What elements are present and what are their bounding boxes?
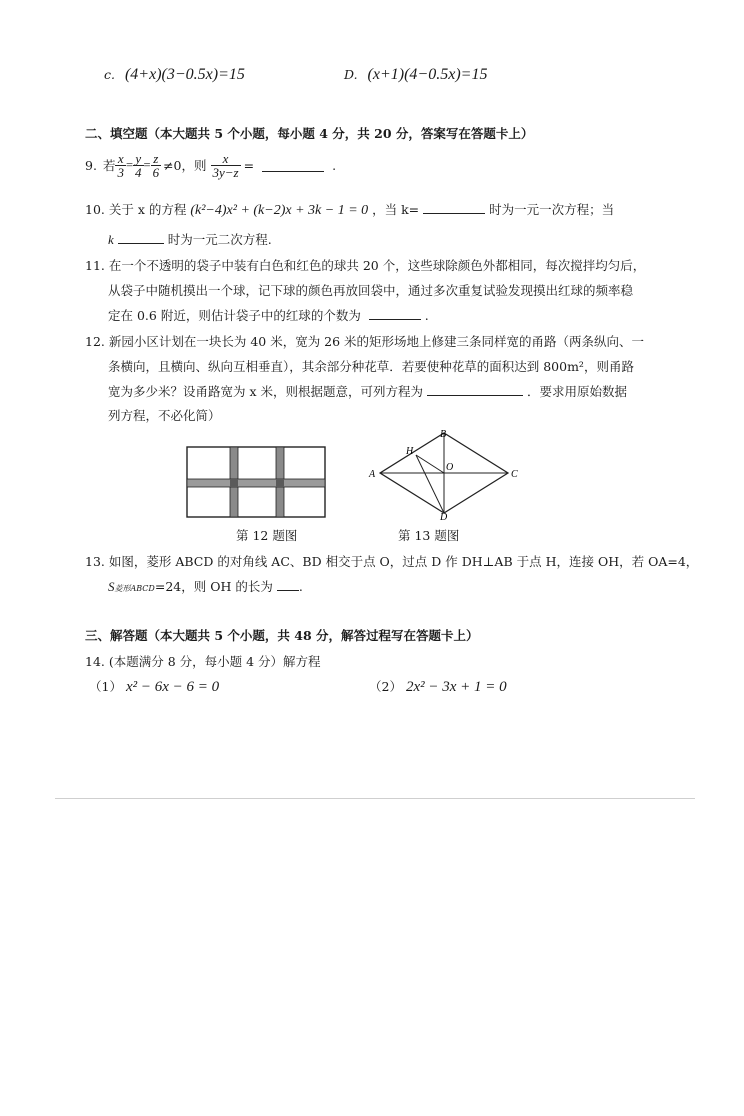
q10-equation: (k²−4)x² + (k−2)x + 3k − 1 = 0 <box>190 203 369 218</box>
q9-f3-num: z <box>151 152 162 166</box>
q9-fraction-y-4 <box>133 152 144 179</box>
q9-f2-num: y <box>133 152 144 166</box>
question-12-line-1: 12. 新园小区计划在一块长为 40 米，宽为 26 米的矩形场地上修建三条同样宽的甬路（两条纵向、一 <box>85 334 645 349</box>
q10-when-k: ，当 k= <box>372 202 420 217</box>
q12-text: 宽为多少米？设甬路宽为 x 米，则根据题意，可列方程为 <box>108 384 423 399</box>
question-12-line-3 <box>108 382 627 400</box>
question-11-line-1: 11. 在一个不透明的袋子中装有白色和红色的球共 20 个，这些球除颜色外都相同，每次搅拌均匀后， <box>85 258 646 273</box>
question-11-line-3 <box>108 306 429 324</box>
q10-linear-text: 时为一元一次方程；当 <box>489 202 615 217</box>
q10-blank-1 <box>423 201 485 214</box>
q14-p1-label: （1） <box>89 679 122 694</box>
q12-answer-blank <box>427 383 523 396</box>
label-c: C <box>511 469 518 480</box>
label-a: A <box>369 469 376 480</box>
q14-p2-equation: 2x² − 3x + 1 = 0 <box>405 679 507 695</box>
question-13-line-2 <box>108 577 303 595</box>
figure-12-caption: 第 12 题图 <box>236 528 298 543</box>
q11-text: 定在 0.6 附近，则估计袋子中的红球的个数为 <box>108 308 361 323</box>
question-12-line-4: 列方程，不必化简） <box>108 408 221 423</box>
question-10-line-2 <box>108 230 272 248</box>
q13-s-subscript: 菱形ABCD <box>114 584 155 593</box>
page-divider <box>55 798 695 799</box>
q10-k: k <box>108 232 114 247</box>
q9-f1-num: x <box>115 152 126 166</box>
option-c-label: c. <box>104 67 115 82</box>
label-o: O <box>446 462 454 473</box>
q10-blank-2 <box>118 231 164 244</box>
question-9: 9. 若 $\frac{x}{3}$ = $\frac{y}{4}$ = $\frac{z}{6}$ ≠0，则 $\frac{x}{3y-z}$ = . <box>85 150 337 180</box>
question-11-line-2: 从袋子中随机摸出一个球，记下球的颜色再放回袋中，通过多次重复试验发现摸出红球的频率稳 <box>108 283 634 298</box>
q9-fraction-x-3 <box>115 152 126 179</box>
q13-text: =24，则 OH 的长为 <box>154 579 273 594</box>
q10-intro: 10. 关于 x 的方程 <box>85 202 187 217</box>
q14-p2-label: （2） <box>369 679 402 694</box>
q9-fraction-z-6 <box>151 152 162 179</box>
q9-f1-den: 3 <box>117 164 124 180</box>
figure-13-caption: 第 13 题图 <box>398 528 460 543</box>
label-h: H <box>406 446 414 457</box>
q9-f4-den: 3y−z <box>212 164 239 180</box>
q13-s: S <box>108 579 115 594</box>
q9-ruo: 若 <box>102 158 116 173</box>
q9-f4-num: x <box>211 152 241 166</box>
option-c <box>104 66 245 84</box>
option-c-equation: (4+x)(3−0.5x)=15 <box>124 66 245 83</box>
q9-neq: ≠0，则 <box>163 158 207 173</box>
option-d-label: D. <box>344 67 358 82</box>
q13-answer-blank <box>277 578 299 591</box>
q9-answer-blank <box>262 159 324 172</box>
question-14-part-1 <box>89 677 219 696</box>
q13-period: . <box>298 579 303 594</box>
question-14-heading: 14. (本题满分 8 分，每小题 4 分）解方程 <box>85 654 321 669</box>
q12-note: ．要求用原始数据 <box>526 384 627 399</box>
q14-p1-equation: x² − 6x − 6 = 0 <box>125 679 220 695</box>
q9-period: . <box>332 157 337 173</box>
question-10-line-1 <box>85 200 614 219</box>
q9-number: 9. <box>85 157 97 173</box>
question-12-line-2: 条横向，且横向、纵向互相垂直），其余部分种花草．若要使种花草的面积达到 800m²，则甬路 <box>108 359 634 374</box>
figure-12-rectangle-roads <box>186 446 326 518</box>
q9-f2-den: 4 <box>135 164 142 180</box>
question-13-line-1: 13. 如图，菱形 ABCD 的对角线 AC、BD 相交于点 O，过点 D 作 DH⊥AB 于点 H，连接 OH，若 OA=4， <box>85 554 699 569</box>
section-2-heading: 二、填空题（本大题共 5 个小题，每小题 4 分，共 20 分，答案写在答题卡上） <box>85 126 534 141</box>
section-3-heading: 三、解答题（本大题共 5 个小题，共 48 分，解答过程写在答题卡上） <box>85 628 479 643</box>
q9-fraction-target <box>211 152 241 179</box>
q11-period: . <box>424 308 429 323</box>
q10-quadratic-text: 时为一元二次方程. <box>167 232 272 247</box>
q11-answer-blank <box>369 307 421 320</box>
label-b: B <box>440 429 447 440</box>
option-d <box>344 66 487 84</box>
figure-13-rhombus <box>364 428 524 520</box>
q9-f3-den: 6 <box>152 164 160 180</box>
question-14-part-2 <box>369 677 507 696</box>
horizontal-road <box>187 479 325 487</box>
label-d: D <box>440 512 448 520</box>
q9-equals: = <box>243 157 255 173</box>
option-d-equation: (x+1)(4−0.5x)=15 <box>367 66 488 83</box>
